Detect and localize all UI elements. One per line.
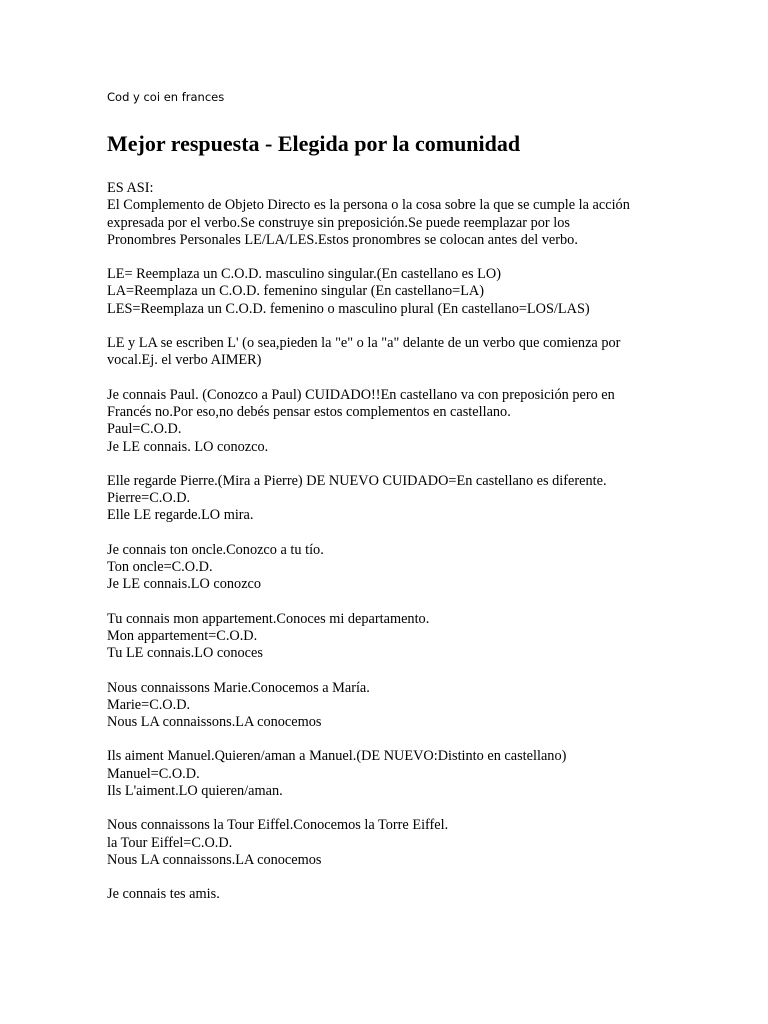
answer-paragraph [107, 387, 747, 456]
text-line: Marie=C.O.D. [107, 696, 191, 713]
document-page [107, 88, 747, 904]
answer-paragraph [107, 886, 747, 903]
answer-paragraph [107, 335, 747, 370]
text-line: Nous LA connaissons.LA conocemos [107, 851, 322, 868]
text-line: Pronombres Personales LE/LA/LES.Estos pronombres se colocan antes del verbo. [107, 231, 578, 248]
answer-paragraph [107, 180, 747, 249]
text-line: la Tour Eiffel=C.O.D. [107, 834, 233, 851]
answer-paragraph [107, 542, 747, 594]
text-line: Manuel=C.O.D. [107, 765, 200, 782]
text-line: expresada por el verbo.Se construye sin preposición.Se puede reemplazar por los [107, 214, 570, 231]
text-line: Tu connais mon appartement.Conoces mi departamento. [107, 610, 430, 627]
answer-paragraph [107, 473, 747, 525]
text-line: LE y LA se escriben L' (o sea,pieden la "e" o la "a" delante de un verbo que comienza por [107, 335, 621, 352]
text-line: Elle regarde Pierre.(Mira a Pierre) DE NUEVO CUIDADO=En castellano es diferente. [107, 472, 607, 489]
answer-paragraph [107, 611, 747, 663]
text-line: Paul=C.O.D. [107, 421, 182, 438]
text-line: Ton oncle=C.O.D. [107, 559, 213, 576]
text-line: LES=Reemplaza un C.O.D. femenino o masculino plural (En castellano=LOS/LAS) [107, 300, 590, 317]
text-line: Nous connaissons la Tour Eiffel.Conocemos la Torre Eiffel. [107, 817, 449, 834]
text-line: Nous connaissons Marie.Conocemos a María. [107, 679, 370, 696]
text-line: Ils aiment Manuel.Quieren/aman a Manuel.(DE NUEVO:Distinto en castellano) [107, 748, 567, 765]
document-title: Cod y coi en frances [107, 90, 225, 104]
text-line: vocal.Ej. el verbo AIMER) [107, 352, 262, 369]
text-line: Je connais tes amis. [107, 886, 220, 903]
text-line: LE= Reemplaza un C.O.D. masculino singular.(En castellano es LO) [107, 266, 501, 283]
text-line: Je connais ton oncle.Conozco a tu tío. [107, 541, 324, 558]
text-line: ES ASI: [107, 180, 154, 196]
text-line: Elle LE regarde.LO mira. [107, 507, 254, 524]
text-line: Ils L'aiment.LO quieren/aman. [107, 783, 283, 800]
text-line: Je LE connais. LO conozco. [107, 438, 269, 455]
answer-body [107, 180, 747, 904]
text-line: Pierre=C.O.D. [107, 490, 191, 507]
answer-paragraph [107, 748, 747, 800]
text-line: Je connais Paul. (Conozco a Paul) CUIDADO!!En castellano va con preposición pero en [107, 386, 615, 403]
text-line: El Complemento de Objeto Directo es la persona o la cosa sobre la que se cumple la acción [107, 197, 630, 214]
text-line: Nous LA connaissons.LA conocemos [107, 714, 322, 731]
text-line: Je LE connais.LO conozco [107, 576, 262, 593]
answer-paragraph [107, 817, 747, 869]
answer-paragraph [107, 680, 747, 732]
answer-paragraph [107, 266, 747, 318]
answer-heading: Mejor respuesta - Elegida por la comunidad [107, 131, 521, 156]
text-line: Tu LE connais.LO conoces [107, 645, 263, 662]
text-line: Francés no.Por eso,no debés pensar estos complementos en castellano. [107, 403, 511, 420]
text-line: LA=Reemplaza un C.O.D. femenino singular (En castellano=LA) [107, 283, 485, 300]
text-line: Mon appartement=C.O.D. [107, 627, 258, 644]
